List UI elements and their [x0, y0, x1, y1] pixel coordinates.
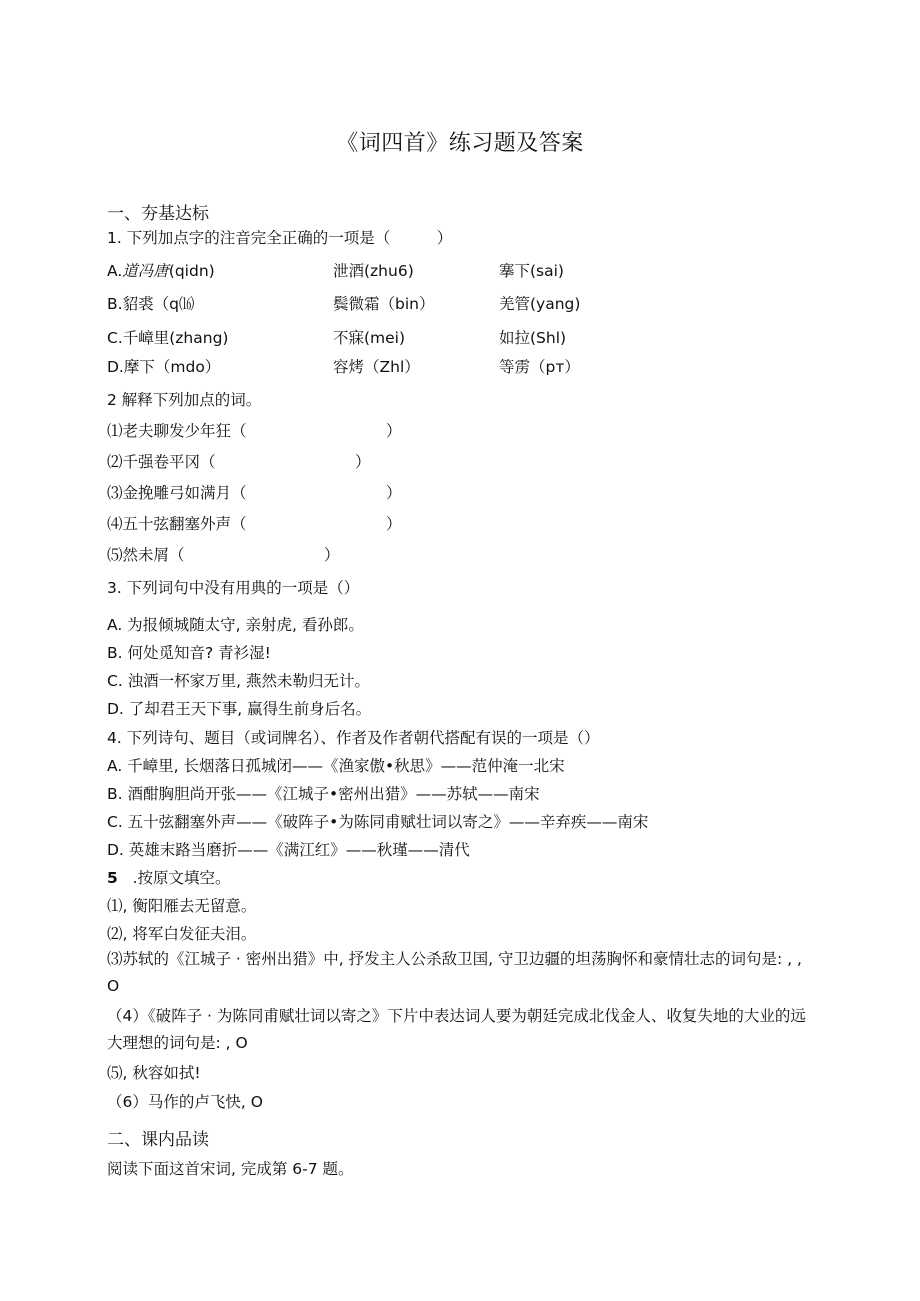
q3-option-d: D. 了却君王天下事, 赢得生前身后名。 [107, 700, 372, 718]
question-1-stem: 1. 下列加点字的注音完全正确的一项是（ ） [107, 229, 453, 247]
question-2-stem: 2 解释下列加点的词。 [107, 391, 262, 409]
q1-option-c-col3: 如拉(Shl) [499, 329, 567, 347]
q1-option-a-col1 [107, 261, 215, 281]
q2-item-2: ⑵千强卷平冈（ ） [107, 453, 371, 471]
question-text: .按原文填空。 [132, 869, 231, 887]
q4-option-a: A. 千嶂里, 长烟落日孤城闭——《渔家傲•秋思》——范仲淹一北宋 [107, 757, 565, 775]
q4-option-c: C. 五十弦翻塞外声——《破阵子•为陈同甫赋壮词以寄之》——辛弃疾——南宋 [107, 813, 649, 831]
q5-item-4: （4）《破阵子 · 为陈同甫赋壮词以寄之》下片中表达词人要为朝廷完成北伐金人、收复失地的大业的远大理想的词句是: , O [107, 1007, 806, 1052]
q3-option-c: C. 浊酒一杯家万里, 燕然未勒归无计。 [107, 672, 371, 690]
q2-item-5: ⑸然未屑（ ） [107, 546, 340, 564]
option-word: 千嶂里(zhang) [122, 329, 229, 347]
q1-option-c-col1 [107, 328, 228, 348]
q1-option-d-col1 [107, 357, 220, 377]
q1-option-a-col3: 搴下(sai) [499, 262, 564, 280]
q1-option-b-col3: 羌管(yang) [499, 295, 581, 313]
q3-option-b: B. 何处觅知音? 青衫湿! [107, 644, 271, 662]
q5-item-1: ⑴, 衡阳雁去无留意。 [107, 897, 257, 915]
section-heading-basics: 一、夯基达标 [107, 204, 209, 224]
option-word: 道冯唐 [122, 262, 169, 280]
option-word: 貂裘（q⒃ [122, 295, 195, 313]
q1-option-a-col2: 泄酒(zhu6) [333, 262, 414, 280]
question-number: 5 [107, 869, 118, 887]
q2-item-3: ⑶金挽雕弓如满月（ ） [107, 484, 402, 502]
question-4-stem: 4. 下列诗句、题目（或词牌名）、作者及作者朝代搭配有误的一项是（） [107, 729, 600, 747]
q1-option-b-col1 [107, 294, 194, 314]
section-2-intro: 阅读下面这首宋词, 完成第 6-7 题。 [107, 1160, 354, 1178]
q2-item-4: ⑷五十弦翻塞外声（ ） [107, 515, 402, 533]
option-letter: D. [107, 358, 124, 376]
section-heading-reading: 二、课内品读 [107, 1130, 209, 1150]
q5-item-2: ⑵, 将军白发征夫泪。 [107, 925, 257, 943]
q1-option-d-col3: 等雳（pт） [499, 358, 580, 376]
question-3-stem: 3. 下列词句中没有用典的一项是（） [107, 579, 360, 597]
q3-option-a: A. 为报倾城随太守, 亲射虎, 看孙郎。 [107, 616, 364, 634]
q4-option-d: D. 英雄末路当磨折——《满江红》——秋瑾——清代 [107, 841, 470, 859]
option-letter: B. [107, 295, 123, 313]
option-letter: A. [107, 262, 123, 280]
question-5-stem [107, 868, 231, 888]
page-title: 《词四首》练习题及答案 [336, 131, 584, 156]
q5-item-5: ⑸, 秋容如拭! [107, 1064, 201, 1082]
q5-item-3: ⑶苏轼的《江城子 · 密州出猎》中, 抒发主人公杀敌卫国, 守卫边疆的坦荡胸怀和豪情壮志的词句是: , , O [107, 950, 802, 995]
q5-item-6: （6）马作的卢飞快, O [107, 1093, 263, 1111]
q2-item-1: ⑴老夫聊发少年狂（ ） [107, 422, 402, 440]
option-word: 摩下（mdo） [123, 358, 221, 376]
option-pinyin: (qidn) [168, 262, 215, 280]
q1-option-b-col2: 鬓微霜（bin） [333, 295, 435, 313]
q1-option-c-col2: 不寐(mei) [333, 329, 406, 347]
q4-option-b: B. 酒酣胸胆尚开张——《江城子•密州出猎》——苏轼——南宋 [107, 785, 540, 803]
option-letter: C. [107, 329, 123, 347]
q1-option-d-col2: 容烤（Zhl） [333, 358, 420, 376]
